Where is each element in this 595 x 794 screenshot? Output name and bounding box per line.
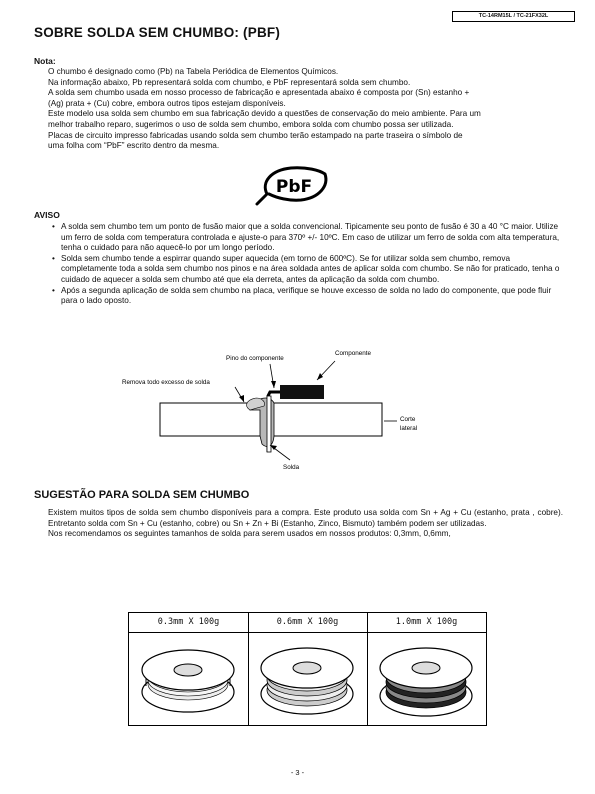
solder-joint-diagram <box>110 340 430 475</box>
note-line: (Ag) prata + (Cu) cobre, embora outros tipos estejam disponíveis. <box>48 98 286 108</box>
warning-item: • Após a segunda aplicação de solda sem chumbo na placa, verifique se houve excesso de solda no lado do componente, que pode fluir para o lado oposto. <box>52 286 564 307</box>
label-corte: Corte <box>400 416 416 423</box>
pbf-leaf-logo <box>249 164 331 208</box>
page-number: - 3 - <box>290 768 305 777</box>
section-title-suggestion: SUGESTÃO PARA SOLDA SEM CHUMBO <box>34 489 250 501</box>
spool-size-label: 0.3mm X 100g <box>129 613 248 633</box>
note-line: Na informação abaixo, Pb representará solda com chumbo, e PbF representará solda sem chumbo. <box>48 77 411 87</box>
label-componente: Componente <box>335 350 372 357</box>
spool-image-thick <box>376 640 476 718</box>
warning-list <box>52 222 564 307</box>
model-number-box: TC-14RM15L / TC-21FX32L <box>452 11 575 22</box>
note-label: Nota: <box>34 56 56 66</box>
label-remova: Remova todo excesso de solda <box>122 379 210 386</box>
solder-spool-table <box>128 612 487 726</box>
spool-image-medium <box>257 640 357 718</box>
warning-item: • A solda sem chumbo tem um ponto de fusão maior que a solda convencional. Tipicamente seu ponto de fusão é 30 a 40 °C maior. Utilize um ferro de solda com temperatura controlada e ajuste-o para 370º +/- 10ºC. Em caso de utilizar um ferro de solda com alta temperatura, tenha o cuidado para não aquecê-lo por um longo período. <box>52 222 564 254</box>
spool-image-thin <box>138 640 238 718</box>
spool-cell <box>367 613 486 725</box>
spool-size-label: 1.0mm X 100g <box>367 613 486 633</box>
pbf-logo-text: PbF <box>275 177 313 197</box>
note-line: uma folha com “PbF” escrito dentro da mesma. <box>48 141 220 151</box>
spool-cell <box>248 613 368 725</box>
label-pino: Pino do componente <box>226 355 284 362</box>
note-line: Este modelo usa solda sem chumbo em sua fabricação devido a questões de conservação do meio ambiente. Para um <box>48 109 481 119</box>
warning-label: AVISO <box>34 210 60 220</box>
suggestion-paragraph <box>48 508 563 540</box>
note-line: Placas de circuito impresso fabricadas usando solda sem chumbo terão estampado na parte traseira o símbolo de <box>48 130 463 140</box>
note-paragraph <box>48 67 563 152</box>
component-body <box>280 385 324 399</box>
page-title: SOBRE SOLDA SEM CHUMBO: (PBF) <box>34 25 281 40</box>
note-line: A solda sem chumbo usada em nosso processo de fabricação e apresentada abaixo é composta por (Sn) estanho + <box>48 88 470 98</box>
suggestion-line: Existem muitos tipos de solda sem chumbo disponíveis para a compra. Este produto usa solda com Sn + Ag + Cu (estanho, prata , cobre). Entretanto solda com Sn + Cu (estanho, cobre) ou Sn + Zn + Bi (Estanho, Zinco, Bismuto) também podem ser utilizadas. <box>48 508 563 528</box>
label-lateral: lateral <box>400 425 418 432</box>
label-solda: Solda <box>283 464 300 471</box>
note-line: O chumbo é designado como (Pb) na Tabela Periódica de Elementos Químicos. <box>48 67 339 76</box>
warning-item: • Solda sem chumbo tende a espirrar quando super aquecida (em torno de 600ºC). Se for utilizar solda sem chumbo, remova completamente toda a solda sem chumbo nos pinos e na área soldada antes de aplicar solda com chumbo. Se não for praticado, tenha o cuidado de aquecer a solda sem chumbo até que ela derreta, antes da aplicação da solda com chumbo. <box>52 254 564 286</box>
note-line: melhor trabalho reparo, sugerimos o uso de solda sem chumbo, embora solda com chumbo possa ser utilizada. <box>48 119 454 129</box>
spool-size-label: 0.6mm X 100g <box>248 613 367 633</box>
spool-cell <box>129 613 249 725</box>
suggestion-line: Nos recomendamos os seguintes tamanhos de solda para serem usados em nossos produtos: 0,3mm, 0,6mm, <box>48 529 451 539</box>
